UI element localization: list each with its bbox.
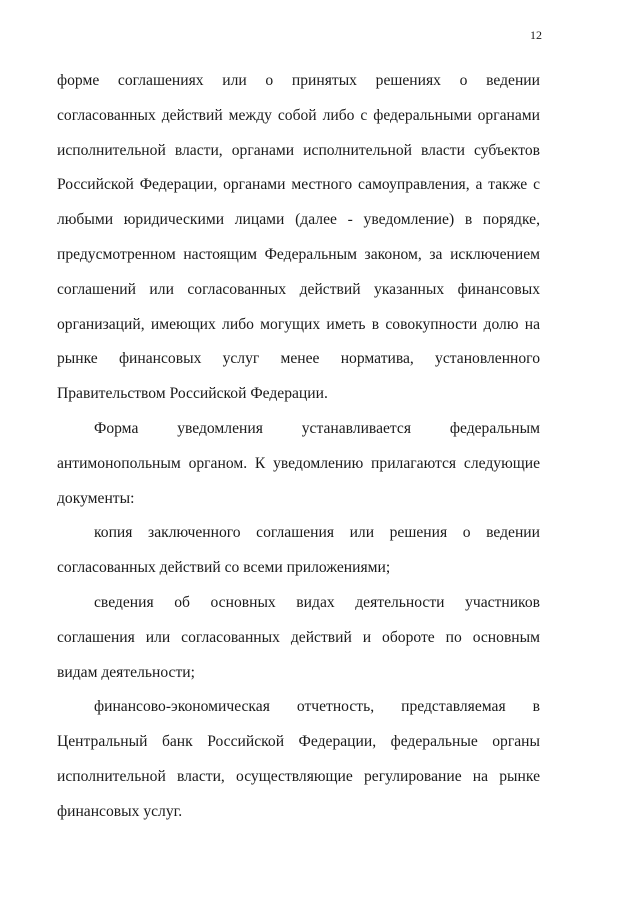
page-number: 12 (530, 28, 542, 42)
paragraph-financial-reporting (57, 690, 540, 829)
document-body (57, 64, 540, 830)
text-line: любыми юридическими лицами (далее - уведомление) в порядке, (57, 211, 540, 229)
text-line: форме соглашениях или о принятых решениях о ведении (57, 72, 540, 89)
text-line: исполнительной власти, органами исполнительной власти субъектов (57, 141, 540, 159)
text-line: соглашения или согласованных действий и обороте по основным (57, 628, 540, 646)
text-line: копия заключенного соглашения или решения о ведении (94, 524, 540, 542)
text-line: соглашений или согласованных действий указанных финансовых (57, 280, 540, 298)
text-line: согласованных действий между собой либо с федеральными органами (57, 106, 540, 124)
text-line: финансово-экономическая отчетность, представляемая в (94, 698, 540, 716)
text-line: Форма уведомления устанавливается федеральным (94, 419, 540, 437)
text-line: Российской Федерации, органами местного самоуправления, а также с (57, 176, 540, 194)
text-line: согласованных действий со всеми приложениями; (57, 559, 391, 577)
text-line: предусмотренном настоящим Федеральным законом, за исключением (57, 245, 540, 263)
text-line: рынке финансовых услуг менее норматива, установленного (57, 350, 540, 368)
text-line: Центральный банк Российской Федерации, федеральные органы (57, 733, 540, 751)
text-line: антимонопольным органом. К уведомлению прилагаются следующие (57, 454, 540, 472)
paragraph-activity-info (57, 586, 540, 690)
text-line: финансовых услуг. (57, 802, 183, 820)
text-line: видам деятельности; (57, 663, 195, 681)
text-line: документы: (57, 489, 135, 507)
text-line: сведения об основных видах деятельности участников (94, 593, 540, 611)
paragraph-notification-form (57, 412, 540, 516)
paragraph-continuation (57, 64, 540, 412)
paragraph-agreement-copy (57, 516, 540, 586)
text-line: организаций, имеющих либо могущих иметь в совокупности долю на (57, 315, 540, 333)
text-line: Правительством Российской Федерации. (57, 385, 328, 403)
text-line: исполнительной власти, осуществляющие регулирование на рынке (57, 767, 540, 785)
